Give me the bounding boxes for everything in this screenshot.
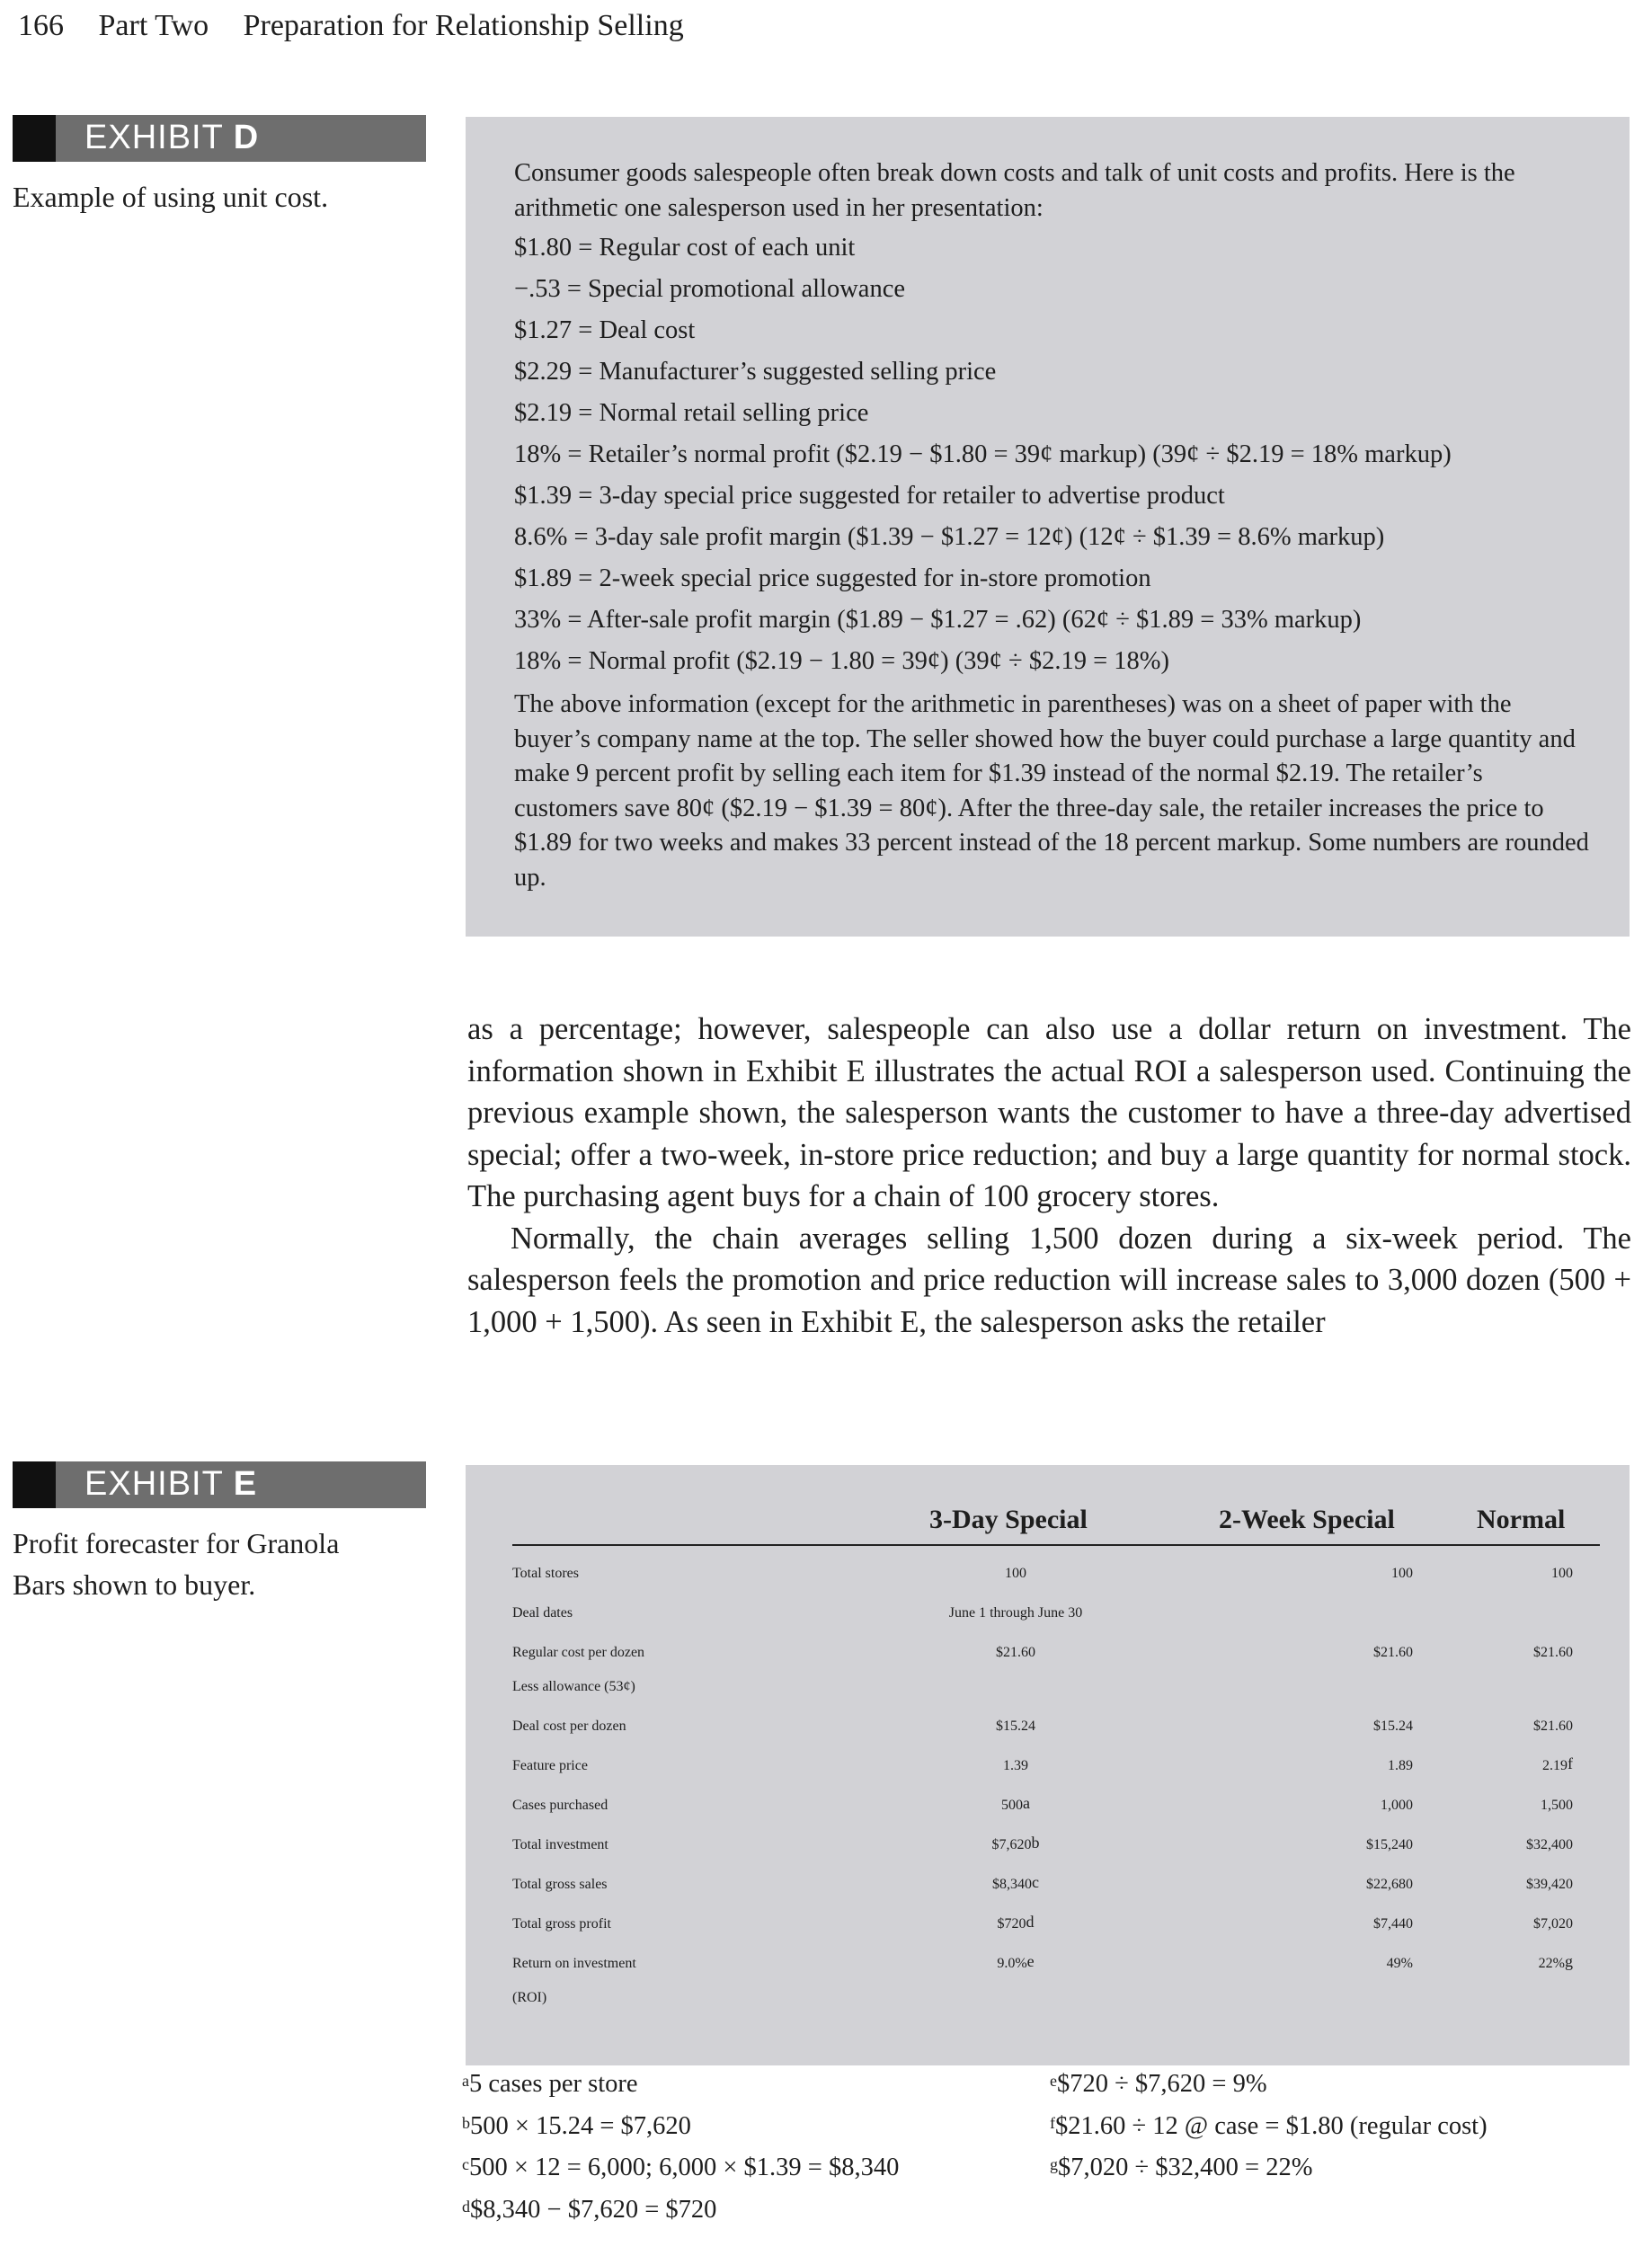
exhibit-e-word: EXHIBIT (84, 1465, 224, 1503)
footnote (462, 2064, 899, 2106)
cell-normal (1438, 1877, 1573, 1896)
row-label-value: Total gross sales (512, 1877, 608, 1892)
row-label-value: Deal dates (512, 1605, 573, 1621)
cell-3-day-value: 9.0% (997, 1956, 1027, 1971)
exhibit-d-line: 33% = After-sale profit margin ($1.89 − $1.27 = .62) (62¢ ÷ $1.89 = 33% markup) (514, 606, 1362, 634)
exhibit-e-caption (13, 1523, 339, 1605)
footnote-mark: d (462, 2197, 470, 2216)
cell-normal-value: $32,400 (1526, 1837, 1573, 1852)
cell-3-day-footnote-mark: d (1026, 1913, 1035, 1931)
footnote (462, 2147, 899, 2189)
cell-2-week (1242, 1758, 1413, 1777)
cell-2-week-value: $15,240 (1366, 1837, 1413, 1852)
cell-3-day-value: $720 (997, 1916, 1026, 1932)
cell-2-week (1242, 1645, 1413, 1664)
cell-3-day-value: $15.24 (996, 1719, 1035, 1734)
cell-2-week (1242, 1877, 1413, 1896)
exhibit-e-label (13, 1461, 426, 1508)
part-label: Part Two (98, 9, 209, 42)
cell-3-day-footnote-mark: b (1031, 1834, 1040, 1852)
cell-3-day (836, 1873, 1195, 1896)
header-rule (512, 1544, 1600, 1546)
row-label (512, 1916, 611, 1932)
exhibit-e-letter: E (233, 1465, 258, 1503)
cell-normal (1438, 1754, 1573, 1777)
row-label-value: Feature price (512, 1758, 588, 1773)
cell-3-day (836, 1605, 1195, 1624)
cell-3-day (836, 1758, 1195, 1777)
footnote-text: 500 × 15.24 = $7,620 (470, 2111, 691, 2140)
row-label (512, 1798, 608, 1814)
cell-normal-value: 1,500 (1541, 1798, 1573, 1813)
footnote (462, 2189, 899, 2232)
cell-3-day (836, 1913, 1195, 1935)
table-row (512, 1794, 1600, 1837)
footnote (462, 2106, 899, 2148)
body-paragraph-2: Normally, the chain averages selling 1,500 dozen during a six-week period. The salesperson feels the promotion and price reduction will increase sales to 3,000 dozen (500 + 1,000 + 1,500). As seen in Exhibit E, the salesperson asks the retailer (467, 1221, 1631, 1339)
cell-2-week-value: $15.24 (1373, 1719, 1413, 1734)
table-row (512, 1679, 1600, 1719)
cell-2-week-value: 1.89 (1388, 1758, 1413, 1773)
footnote-text: 5 cases per store (469, 2070, 638, 2098)
footnotes-left (462, 2064, 899, 2231)
footnote-text: $7,020 ÷ $32,400 = 22% (1058, 2154, 1313, 2181)
cell-2-week (1242, 1798, 1413, 1816)
cell-3-day (836, 1566, 1195, 1585)
row-label-value: Return on investment (512, 1956, 636, 1971)
cell-normal-value: $39,420 (1526, 1877, 1573, 1892)
column-header-normal: Normal (1477, 1505, 1566, 1534)
cell-3-day (836, 1719, 1195, 1737)
footnote-text: $8,340 − $7,620 = $720 (470, 2195, 717, 2224)
cell-normal (1438, 1798, 1573, 1816)
cell-2-week (1242, 1956, 1413, 1975)
table-row (512, 1719, 1600, 1758)
exhibit-d-marker (13, 115, 56, 162)
row-label (512, 1877, 608, 1893)
row-label (512, 1566, 579, 1582)
row-label (512, 1679, 635, 1695)
footnote-mark: a (462, 2072, 469, 2090)
exhibit-d-line: $1.27 = Deal cost (514, 316, 696, 344)
exhibit-d-line: −.53 = Special promotional allowance (514, 275, 905, 303)
running-head (18, 9, 684, 43)
exhibit-d-intro: Consumer goods salespeople often break down costs and talk of unit costs and profits. Here is the arithmetic one salesperson used in her presentation: (514, 159, 1515, 222)
row-label-value: Regular cost per dozen (512, 1645, 645, 1660)
cell-2-week-value: $7,440 (1373, 1916, 1413, 1932)
cell-normal (1438, 1952, 1573, 1975)
column-header-2-week: 2-Week Special (1219, 1505, 1395, 1534)
exhibit-d-letter: D (233, 119, 260, 156)
running-head-title: Preparation for Relationship Selling (243, 9, 684, 42)
footnote (1050, 2106, 1488, 2148)
footnote-mark: f (1050, 2113, 1055, 2132)
exhibit-d-line: 18% = Normal profit ($2.19 − 1.80 = 39¢) (39¢ ÷ $2.19 = 18%) (514, 647, 1170, 675)
cell-3-day-footnote-mark: e (1026, 1952, 1035, 1970)
row-label-value: Total investment (512, 1837, 608, 1852)
cell-2-week-value: $21.60 (1373, 1645, 1413, 1660)
footnotes-right (1050, 2064, 1488, 2189)
cell-normal-value: 100 (1551, 1566, 1573, 1581)
table-row (512, 1754, 1600, 1798)
exhibit-d-line: 8.6% = 3-day sale profit margin ($1.39 − $1.27 = 12¢) (12¢ ÷ $1.39 = 8.6% markup) (514, 523, 1385, 551)
cell-normal (1438, 1837, 1573, 1856)
table-row (512, 1566, 1600, 1605)
cell-2-week-value: 100 (1391, 1566, 1413, 1581)
footnote (1050, 2147, 1488, 2189)
row-label-value: (ROI) (512, 1990, 547, 2005)
row-label (512, 1605, 573, 1621)
row-label (512, 1758, 588, 1774)
row-label-value: Cases purchased (512, 1798, 608, 1813)
row-label (512, 1837, 608, 1853)
column-header-3-day: 3-Day Special (929, 1505, 1088, 1534)
cell-3-day-value: June 1 through June 30 (948, 1605, 1083, 1621)
page-number: 166 (18, 9, 64, 42)
row-label (512, 1645, 644, 1661)
table-row (512, 1605, 1600, 1645)
cell-3-day-value: 1.39 (1003, 1758, 1028, 1773)
cell-normal-value: $7,020 (1533, 1916, 1573, 1932)
footnote-mark: e (1050, 2072, 1057, 2090)
cell-normal-value: 2.19 (1542, 1758, 1568, 1773)
cell-normal (1438, 1566, 1573, 1585)
cell-3-day (836, 1834, 1195, 1856)
cell-3-day-value: $8,340 (992, 1877, 1032, 1892)
exhibit-e-marker (13, 1461, 56, 1508)
cell-3-day-footnote-mark: c (1032, 1873, 1039, 1891)
cell-3-day-footnote-mark: a (1023, 1794, 1030, 1812)
exhibit-d-line: 18% = Retailer’s normal profit ($2.19 − $1.80 = 39¢ markup) (39¢ ÷ $2.19 = 18% markup) (514, 440, 1452, 468)
row-label-value: Total stores (512, 1566, 579, 1581)
exhibit-d-caption: Example of using unit cost. (13, 181, 329, 213)
cell-normal-value: $21.60 (1533, 1719, 1573, 1734)
row-label (512, 1956, 636, 1972)
row-label (512, 1990, 546, 2006)
cell-2-week (1242, 1566, 1413, 1585)
footnote (1050, 2064, 1488, 2106)
row-label-value: Less allowance (53¢) (512, 1679, 635, 1694)
exhibit-d-lines (514, 227, 1593, 682)
cell-2-week-value: $22,680 (1366, 1877, 1413, 1892)
footnote-text: 500 × 12 = 6,000; 6,000 × $1.39 = $8,340 (469, 2154, 900, 2181)
cell-2-week (1242, 1916, 1413, 1935)
cell-normal-footnote-mark: f (1568, 1754, 1573, 1772)
exhibit-d-box (466, 117, 1630, 937)
cell-3-day-value: $7,620 (991, 1837, 1032, 1852)
cell-3-day-value: $21.60 (996, 1645, 1035, 1660)
cell-3-day (836, 1645, 1195, 1664)
cell-2-week-value: 49% (1386, 1956, 1413, 1971)
cell-3-day (836, 1952, 1195, 1975)
table-row (512, 1990, 1600, 2029)
exhibit-e-caption-line-1: Profit forecaster for Granola (13, 1527, 340, 1559)
exhibit-e-caption-line-2: Bars shown to buyer. (13, 1568, 256, 1601)
row-label-value: Deal cost per dozen (512, 1719, 626, 1734)
exhibit-e-table (466, 1465, 1630, 2065)
exhibit-d-closing: The above information (except for the arithmetic in parentheses) was on a sheet of paper with the buyer’s company name at the top. The seller showed how the buyer could purchase a large quantity and make 9 percent profit by selling each item for $1.39 instead of the normal $2.19. The retailer’s customers save 80¢ ($2.19 − $1.39 = 80¢). After the three-day sale, the retailer increases the price to $1.89 for two weeks and makes 33 percent instead of the 18 percent markup. Some numbers are rounded up. (514, 690, 1589, 892)
cell-2-week (1242, 1719, 1413, 1737)
cell-normal (1438, 1645, 1573, 1664)
exhibit-d-word: EXHIBIT (84, 119, 224, 156)
cell-3-day (836, 1794, 1195, 1816)
body-paragraph-1: as a percentage; however, salespeople can also use a dollar return on investment. The information shown in Exhibit E illustrates the actual ROI a salesperson used. Continuing the previous example shown, the salesperson wants the customer to have a three-day advertised special; offer a two-week, in-store price reduction; and buy a large quantity for normal stock. The purchasing agent buys for a chain of 100 grocery stores. (467, 1012, 1631, 1213)
exhibit-d-line: $2.19 = Normal retail selling price (514, 399, 869, 427)
footnote-mark: c (462, 2155, 469, 2173)
exhibit-d-line: $1.39 = 3-day special price suggested for retailer to advertise product (514, 482, 1225, 510)
cell-normal (1438, 1719, 1573, 1737)
cell-3-day-value: 100 (1005, 1566, 1026, 1581)
exhibit-d-line: $1.89 = 2-week special price suggested for in-store promotion (514, 564, 1151, 592)
row-label (512, 1719, 626, 1735)
cell-3-day-value: 500 (1001, 1798, 1023, 1813)
exhibit-d-line: $2.29 = Manufacturer’s suggested selling price (514, 358, 997, 386)
row-label-value: Total gross profit (512, 1916, 611, 1932)
body-text (467, 1008, 1631, 1343)
exhibit-d-label (13, 115, 426, 162)
cell-normal-value: 22% (1538, 1956, 1565, 1971)
cell-normal (1438, 1916, 1573, 1935)
table-row (512, 1834, 1600, 1877)
footnote-mark: b (462, 2113, 470, 2132)
table-row (512, 1873, 1600, 1916)
footnote-text: $720 ÷ $7,620 = 9% (1057, 2070, 1267, 2098)
cell-2-week-value: 1,000 (1381, 1798, 1413, 1813)
table-row (512, 1913, 1600, 1956)
exhibit-d-line: $1.80 = Regular cost of each unit (514, 234, 856, 262)
footnote-text: $21.60 ÷ 12 @ case = $1.80 (regular cost) (1055, 2111, 1488, 2140)
cell-normal-footnote-mark: g (1565, 1952, 1573, 1970)
cell-2-week (1242, 1837, 1413, 1856)
cell-normal-value: $21.60 (1533, 1645, 1573, 1660)
footnote-mark: g (1050, 2155, 1058, 2173)
